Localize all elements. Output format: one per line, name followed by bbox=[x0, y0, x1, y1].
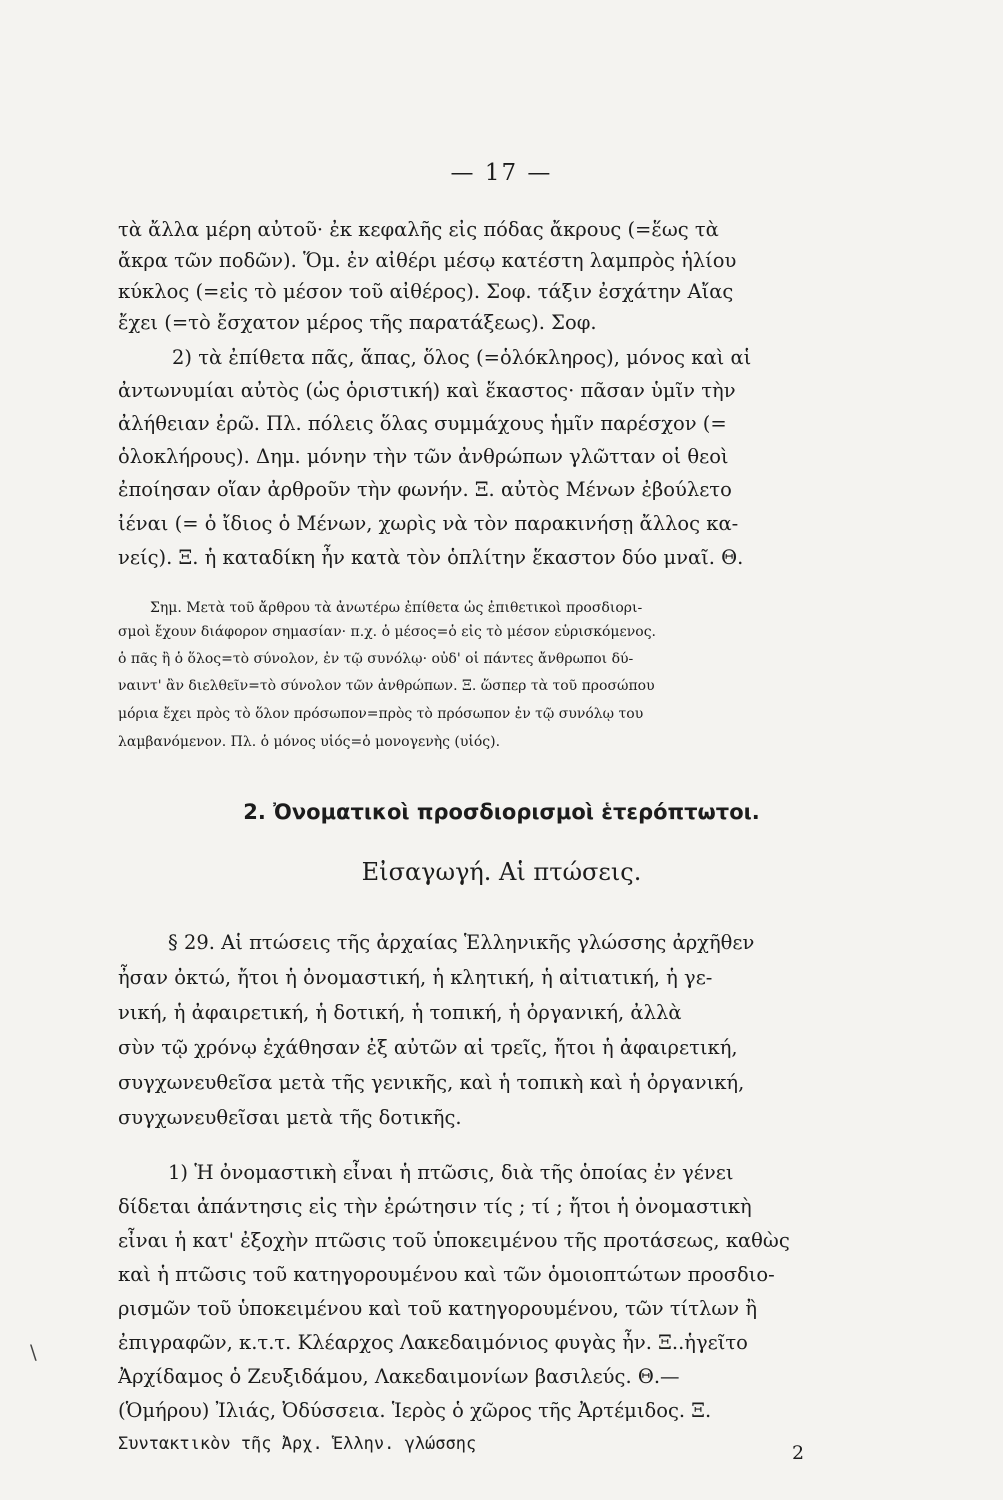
text-line: ἀντωνυμίαι αὐτὸς (ὡς ὁριστική) καὶ ἕκαστος· πᾶσαν ὑμῖν τὴν bbox=[118, 379, 736, 402]
text-line: 1) Ἡ ὀνομαστικὴ εἶναι ἡ πτῶσις, διὰ τῆς ὁποίας ἐν γένει bbox=[168, 1161, 734, 1184]
text-line: καὶ ἡ πτῶσις τοῦ κατηγορουμένου καὶ τῶν ὁμοιοπτώτων προσδιο- bbox=[118, 1263, 775, 1286]
text-line: (Ὁμήρου) Ἰλιάς, Ὀδύσσεια. Ἱερὸς ὁ χῶρος τῆς Ἀρτέμιδος. Ξ. bbox=[118, 1399, 712, 1422]
text-line: τὰ ἄλλα μέρη αὐτοῦ· ἐκ κεφαλῆς εἰς πόδας ἄκρους (=ἕως τὰ bbox=[118, 218, 719, 241]
text-line: εἶναι ἡ κατ' ἐξοχὴν πτῶσις τοῦ ὑποκειμένου τῆς προτάσεως, καθὼς bbox=[118, 1229, 790, 1252]
text-line: ρισμῶν τοῦ ὑποκειμένου καὶ τοῦ κατηγορουμένου, τῶν τίτλων ἢ bbox=[118, 1297, 758, 1320]
text-line: ἄκρα τῶν ποδῶν). Ὅμ. ἐν αἰθέρι μέσῳ κατέστη λαμπρὸς ἡλίου bbox=[118, 249, 737, 272]
note-line: ὁ πᾶς ἢ ὁ ὅλος=τὸ σύνολον, ἐν τῷ συνόλῳ· οὐδ' οἱ πάντες ἄνθρωποι δύ- bbox=[118, 651, 634, 667]
margin-mark: \ bbox=[30, 1340, 37, 1364]
text-line: Ἀρχίδαμος ὁ Ζευξιδάμου, Λακεδαιμονίων βασιλεύς. Θ.— bbox=[118, 1365, 680, 1388]
text-line: συγχωνευθεῖσα μετὰ τῆς γενικῆς, καὶ ἡ τοπικὴ καὶ ἡ ὀργανική, bbox=[118, 1071, 745, 1094]
page-number: — 17 — bbox=[450, 160, 553, 186]
text-line: δίδεται ἀπάντησις εἰς τὴν ἐρώτησιν τίς ; τί ; ἤτοι ἡ ὀνομαστικὴ bbox=[118, 1195, 752, 1218]
text-line: ἰέναι (= ὁ ἴδιος ὁ Μένων, χωρὶς νὰ τὸν παρακινήσῃ ἄλλος κα- bbox=[118, 512, 739, 535]
section-heading: 2. Ὀνοματικοὶ προσδιορισμοὶ ἑτερόπτωτοι. bbox=[243, 800, 760, 824]
note-line: Σημ. Μετὰ τοῦ ἄρθρου τὰ ἀνωτέρω ἐπίθετα ὡς ἐπιθετικοὶ προσδιορι- bbox=[150, 600, 643, 616]
text-line: § 29. Αἱ πτώσεις τῆς ἀρχαίας Ἑλληνικῆς γλώσσης ἀρχῆθεν bbox=[168, 931, 755, 954]
note-line: μόρια ἔχει πρὸς τὸ ὅλον πρόσωπον=πρὸς τὸ πρόσωπον ἐν τῷ συνόλῳ του bbox=[118, 706, 644, 722]
text-line: ἔχει (=τὸ ἔσχατον μέρος τῆς παρατάξεως). Σοφ. bbox=[118, 311, 597, 334]
note-line: σμοὶ ἔχουν διάφορον σημασίαν· π.χ. ὁ μέσος=ὁ εἰς τὸ μέσον εὑρισκόμενος. bbox=[118, 624, 657, 640]
text-line: ἀλήθειαν ἐρῶ. Πλ. πόλεις ὅλας συμμάχους ἡμῖν παρέσχον (= bbox=[118, 412, 727, 435]
footer-title: Συντακτικὸν τῆς Ἀρχ. Ἑλλην. γλώσσης bbox=[118, 1434, 477, 1454]
text-line: ἦσαν ὀκτώ, ἤτοι ἡ ὀνομαστική, ἡ κλητική, ἡ αἰτιατική, ἡ γε- bbox=[118, 966, 713, 989]
subheading: Εἰσαγωγή. Αἱ πτώσεις. bbox=[361, 858, 642, 886]
text-line: ὁλοκλήρους). Δημ. μόνην τὴν τῶν ἀνθρώπων γλῶτταν οἱ θεοὶ bbox=[118, 445, 729, 468]
text-line: ἐποίησαν οἵαν ἀρθροῦν τὴν φωνήν. Ξ. αὐτὸς Μένων ἐβούλετο bbox=[118, 478, 732, 501]
text-line: ἐπιγραφῶν, κ.τ.τ. Κλέαρχος Λακεδαιμόνιος φυγὰς ἦν. Ξ..ἡγεῖτο bbox=[118, 1331, 748, 1354]
text-line: σὺν τῷ χρόνῳ ἐχάθησαν ἐξ αὐτῶν αἱ τρεῖς, ἤτοι ἡ ἀφαιρετική, bbox=[118, 1036, 738, 1059]
note-line: ναιντ' ἂν διελθεῖν=τὸ σύνολον τῶν ἀνθρώπων. Ξ. ὥσπερ τὰ τοῦ προσώπου bbox=[118, 678, 655, 694]
text-line: 2) τὰ ἐπίθετα πᾶς, ἅπας, ὅλος (=ὁλόκληρος), μόνος καὶ αἱ bbox=[172, 346, 752, 369]
text-line: νείς). Ξ. ἡ καταδίκη ἦν κατὰ τὸν ὁπλίτην ἕκαστον δύο μναῖ. Θ. bbox=[118, 546, 744, 569]
text-line: κύκλος (=εἰς τὸ μέσον τοῦ αἰθέρος). Σοφ. τάξιν ἐσχάτην Αἴας bbox=[118, 280, 734, 303]
footer-page-number: 2 bbox=[792, 1442, 805, 1464]
text-line: συγχωνευθεῖσαι μετὰ τῆς δοτικῆς. bbox=[118, 1106, 462, 1129]
note-line: λαμβανόμενον. Πλ. ὁ μόνος υἱός=ὁ μονογενὴς (υἱός). bbox=[118, 734, 501, 750]
text-line: νική, ἡ ἀφαιρετική, ἡ δοτική, ἡ τοπική, ἡ ὀργανική, ἀλλὰ bbox=[118, 1001, 682, 1024]
